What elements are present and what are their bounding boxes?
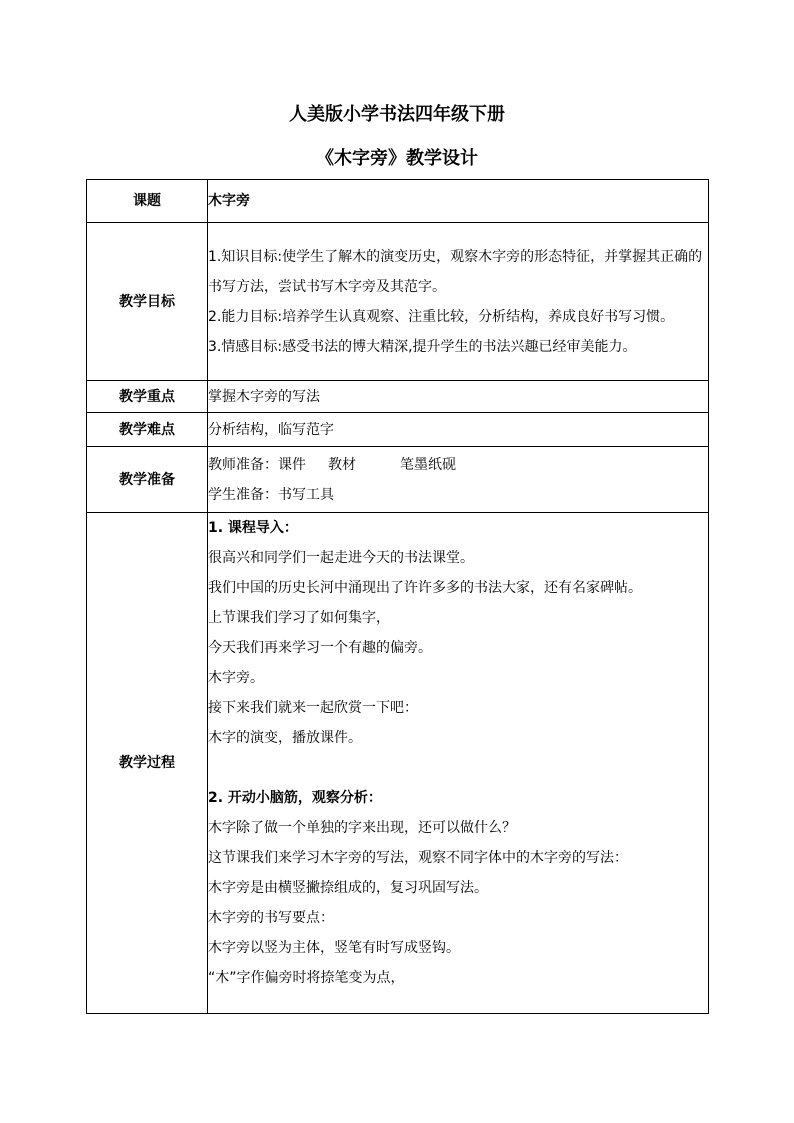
lesson-plan-table (86, 179, 709, 1014)
process-line: 木字旁。 (208, 670, 264, 686)
difficulties-value: 分析结构，临写范字 (208, 413, 709, 447)
document-subtitle: 《木字旁》教学设计 (316, 148, 478, 169)
goals-content (208, 223, 709, 381)
table-row-difficulties (87, 413, 709, 447)
topic-value: 木字旁 (208, 180, 709, 223)
process-line: 木字的演变，播放课件。 (208, 730, 362, 746)
preparation-label: 教学准备 (87, 447, 208, 513)
process-line: 木字旁的书写要点： (208, 910, 334, 926)
process-line: 木字旁以竖为主体，竖笔有时写成竖钩。 (208, 940, 460, 956)
topic-label: 课题 (87, 180, 208, 223)
process-line: 木字旁是由横竖撇捺组成的，复习巩固写法。 (208, 880, 488, 896)
key-points-label: 教学重点 (87, 381, 208, 413)
student-preparation: 学生准备：书写工具 (208, 486, 334, 503)
table-row-topic (87, 180, 709, 223)
table-row-process (87, 513, 709, 1014)
goal-item: 3.情感目标:感受书法的博大精深,提升学生的书法兴趣已经审美能力。 (208, 338, 637, 355)
difficulties-label: 教学难点 (87, 413, 208, 447)
teacher-preparation: 教师准备：课件 教材 笔墨纸砚 (208, 456, 456, 473)
section-heading: 2. 开动小脑筋，观察分析： (208, 790, 382, 806)
process-content (208, 513, 709, 1014)
process-line: 这节课我们来学习木字旁的写法，观察不同字体中的木字旁的写法： (208, 850, 628, 866)
document-title: 人美版小学书法四年级下册 (289, 104, 505, 125)
preparation-content (208, 447, 709, 513)
process-line: 木字除了做一个单独的字来出现，还可以做什么？ (208, 820, 516, 836)
process-line: 我们中国的历史长河中涌现出了许许多多的书法大家，还有名家碑帖。 (208, 580, 642, 596)
process-line: 很高兴和同学们一起走进今天的书法课堂。 (208, 550, 474, 566)
table-row-key-points (87, 381, 709, 413)
process-line: 接下来我们就来一起欣赏一下吧： (208, 700, 418, 716)
process-line: 今天我们再来学习一个有趣的偏旁。 (208, 640, 432, 656)
table-row-goals (87, 223, 709, 381)
goals-label: 教学目标 (87, 223, 208, 381)
blank-line (208, 753, 708, 783)
process-line: 上节课我们学习了如何集字， (208, 610, 390, 626)
goal-item: 2.能力目标:培养学生认真观察、注重比较，分析结构，养成良好书写习惯。 (208, 308, 675, 325)
process-label: 教学过程 (87, 513, 208, 1014)
section-heading: 1. 课程导入： (208, 520, 298, 536)
key-points-value: 掌握木字旁的写法 (208, 381, 709, 413)
process-line: “木”字作偏旁时将捺笔变为点， (208, 970, 405, 986)
goal-item: 1.知识目标:使学生了解木的演变历史，观察木字旁的形态特征，并掌握其正确的书写方法，尝试书写木字旁及其范字。 (208, 248, 703, 295)
table-row-preparation (87, 447, 709, 513)
